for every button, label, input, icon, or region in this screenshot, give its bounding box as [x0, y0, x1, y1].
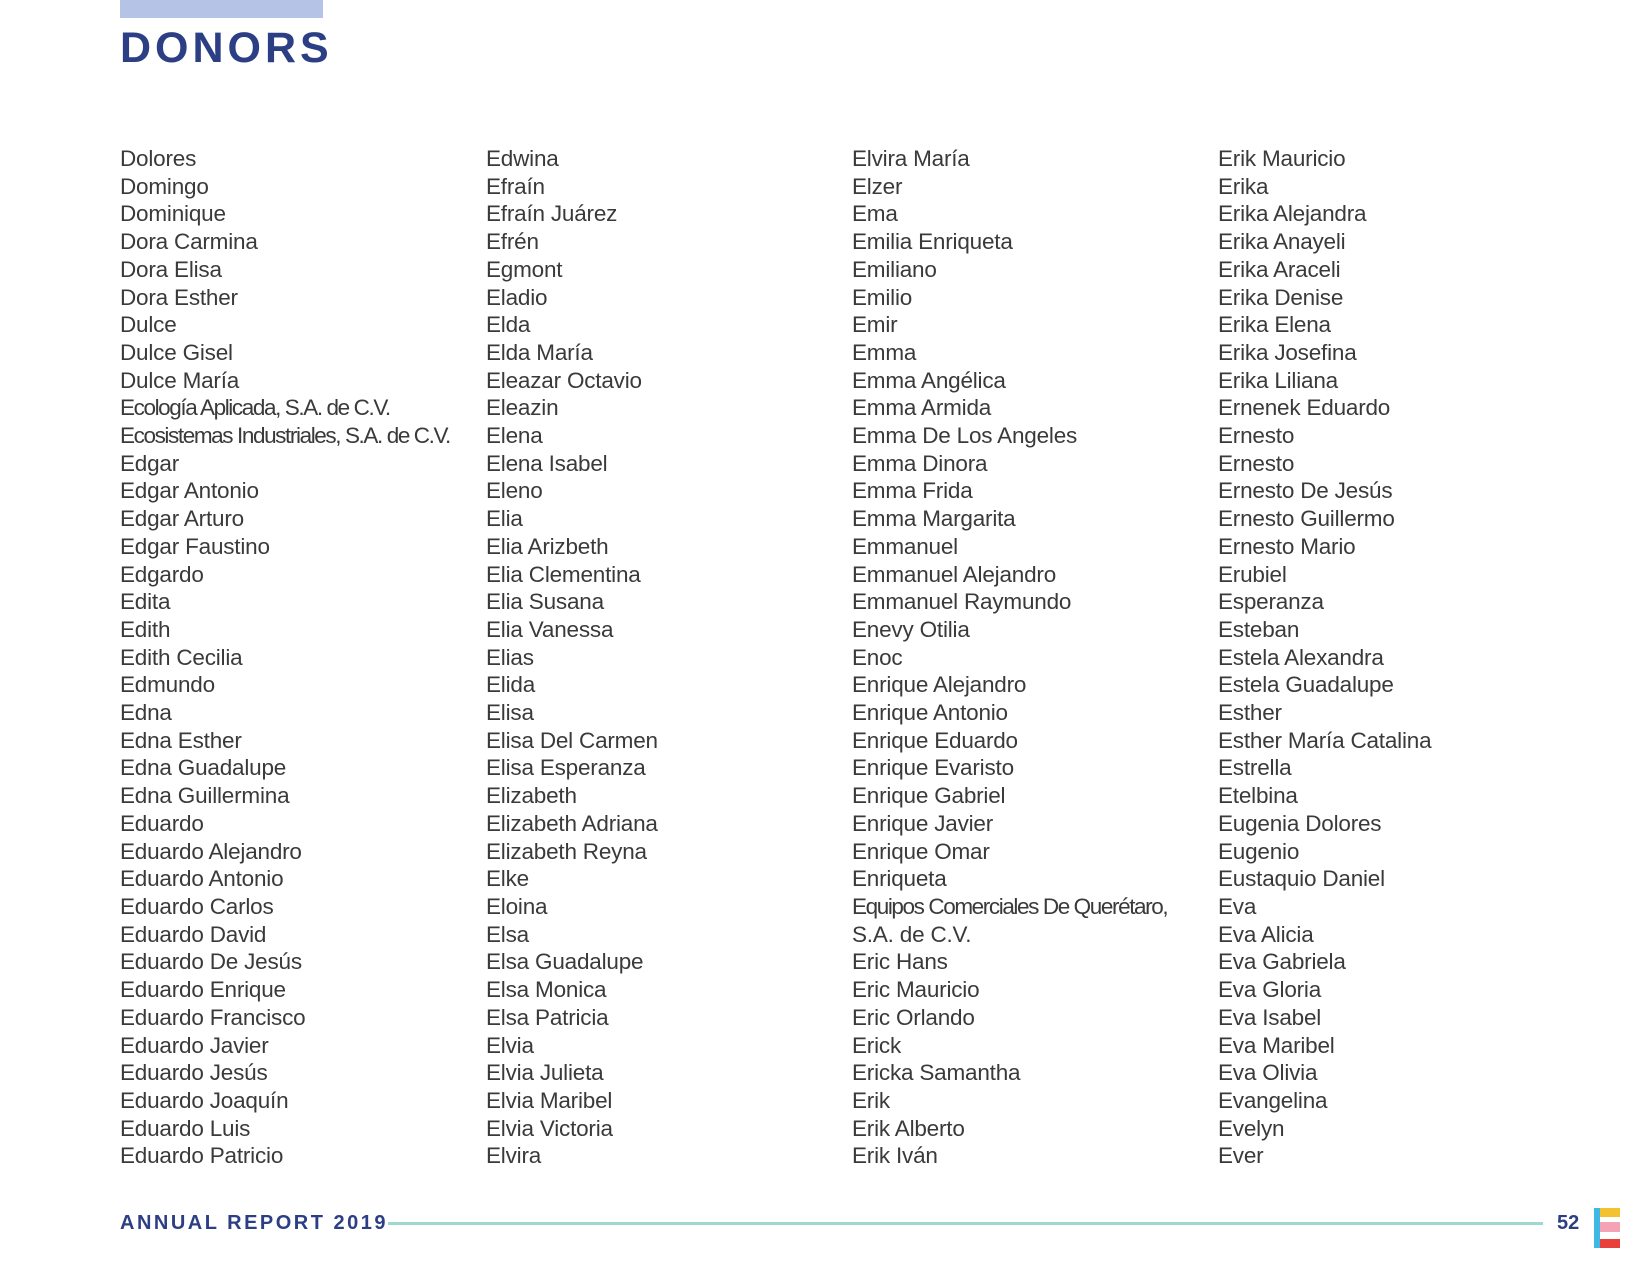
logo-bar-middle — [1600, 1222, 1620, 1232]
donor-name: Eduardo Francisco — [120, 1004, 306, 1030]
donor-name: Eva Maribel — [1218, 1032, 1335, 1058]
report-label: ANNUAL REPORT 2019 — [120, 1212, 389, 1234]
donor-name: Efraín Juárez — [486, 201, 618, 227]
donor-name: Erik Iván — [852, 1143, 938, 1169]
donor-name: Erik Mauricio — [1218, 146, 1346, 171]
donor-name: Eva Isabel — [1218, 1004, 1322, 1030]
donor-name: Edmundo — [120, 672, 215, 698]
donor-name: Efrén — [486, 229, 539, 255]
donor-name: Edna Guillermina — [120, 783, 290, 809]
donor-name: Eduardo Alejandro — [120, 838, 302, 864]
donor-name: Eric Mauricio — [852, 977, 980, 1003]
donor-name: Enrique Evaristo — [852, 755, 1014, 781]
donor-name: Emmanuel Raymundo — [852, 589, 1072, 615]
donor-name: Emmanuel — [852, 533, 958, 559]
donor-name: Esperanza — [1218, 589, 1324, 615]
donor-column-1 — [120, 145, 480, 1170]
donor-name: Edgar — [120, 450, 180, 476]
donor-name: Erika Anayeli — [1218, 229, 1346, 255]
donor-name: Estela Guadalupe — [1218, 672, 1394, 698]
donor-name: Emilia Enriqueta — [852, 229, 1013, 255]
donor-name: Enrique Eduardo — [852, 727, 1018, 753]
donor-name: Elsa Guadalupe — [486, 949, 644, 975]
donor-name: Enevy Otilia — [852, 616, 970, 642]
donor-name: Elvia — [486, 1032, 534, 1058]
donor-name: Elizabeth — [486, 783, 577, 809]
donor-name: Emma Frida — [852, 478, 973, 504]
donor-name: Elke — [486, 866, 529, 892]
footer-divider — [388, 1222, 1543, 1225]
donor-name: Erika Araceli — [1218, 256, 1341, 282]
donor-name: Eduardo Jesús — [120, 1060, 268, 1086]
donor-name: Edna — [120, 700, 172, 726]
page-title: DONORS — [120, 24, 333, 72]
page-footer — [120, 1208, 1585, 1238]
donor-name: Equipos Comerciales De Querétaro, — [852, 893, 1168, 919]
donor-name: Elvira — [486, 1143, 542, 1169]
donor-name: Dora Esther — [120, 284, 238, 310]
logo-stem — [1594, 1208, 1600, 1248]
donor-name: Eladio — [486, 284, 548, 310]
donor-name: Eloina — [486, 893, 548, 919]
donor-name: Enrique Omar — [852, 838, 990, 864]
donor-name: Elia Vanessa — [486, 616, 614, 642]
donor-name: Eugenia Dolores — [1218, 810, 1382, 836]
logo-bar-bottom — [1600, 1239, 1620, 1248]
donor-name: Emiliano — [852, 256, 937, 282]
donor-name: Eva — [1218, 893, 1257, 919]
donor-name: Edgar Arturo — [120, 506, 244, 532]
donor-name: Elizabeth Reyna — [486, 838, 647, 864]
donor-name: Elia Arizbeth — [486, 533, 609, 559]
donor-name: Ernesto Mario — [1218, 533, 1356, 559]
title-accent-bar — [120, 0, 323, 18]
donor-name: Emir — [852, 312, 898, 338]
donor-name: Dulce María — [120, 367, 240, 393]
donor-name: Elisa Del Carmen — [486, 727, 658, 753]
donor-name: Elisa — [486, 700, 534, 726]
donor-name: Elia Clementina — [486, 561, 641, 587]
donor-name: Elsa — [486, 921, 529, 947]
donor-name: Esther — [1218, 700, 1282, 726]
donor-name: Elias — [486, 644, 534, 670]
donor-name: Eduardo Luis — [120, 1115, 251, 1141]
donor-name: Elia — [486, 506, 523, 532]
donor-name: Efraín — [486, 173, 545, 199]
donor-name: Erick — [852, 1032, 901, 1058]
donor-name: Eduardo De Jesús — [120, 949, 302, 975]
donor-name: Edwina — [486, 146, 559, 171]
donor-name: Eva Gabriela — [1218, 949, 1346, 975]
donor-name: Erik — [852, 1087, 890, 1113]
donor-name: Elvia Victoria — [486, 1115, 613, 1141]
donor-name: Ernesto De Jesús — [1218, 478, 1393, 504]
donor-name: S.A. de C.V. — [852, 921, 972, 947]
donor-name: Esther María Catalina — [1218, 727, 1432, 753]
donor-column-4 — [1218, 145, 1578, 1170]
donor-name: Dora Carmina — [120, 229, 258, 255]
donor-name: Emilio — [852, 284, 913, 310]
donor-list — [120, 145, 1520, 1175]
donor-name: Erika Alejandra — [1218, 201, 1367, 227]
donor-name: Edgardo — [120, 561, 204, 587]
donor-name: Eleazin — [486, 395, 559, 421]
donor-name: Elida — [486, 672, 536, 698]
donor-name: Ecosistemas Industriales, S.A. de C.V. — [120, 423, 450, 449]
donor-name: Etelbina — [1218, 783, 1298, 809]
donor-name: Edgar Faustino — [120, 533, 270, 559]
donor-name: Eugenio — [1218, 838, 1300, 864]
donor-name: Emmanuel Alejandro — [852, 561, 1057, 587]
donor-name: Enrique Gabriel — [852, 783, 1006, 809]
donor-name: Eduardo Carlos — [120, 893, 274, 919]
donor-name: Eduardo Javier — [120, 1032, 269, 1058]
donor-name: Eric Hans — [852, 949, 948, 975]
donor-name: Enrique Alejandro — [852, 672, 1027, 698]
donor-name: Eduardo Antonio — [120, 866, 284, 892]
donor-name: Ernesto — [1218, 450, 1295, 476]
donor-name: Ernenek Eduardo — [1218, 395, 1391, 421]
brand-logo-icon — [1594, 1208, 1620, 1248]
donor-name: Elsa Patricia — [486, 1004, 609, 1030]
donor-name: Erik Alberto — [852, 1115, 965, 1141]
donor-name: Ernesto — [1218, 423, 1295, 449]
donor-name: Eduardo — [120, 810, 204, 836]
donor-name: Erika Liliana — [1218, 367, 1338, 393]
donor-name: Edita — [120, 589, 171, 615]
donor-name: Ernesto Guillermo — [1218, 506, 1395, 532]
donor-name: Elvia Maribel — [486, 1087, 613, 1113]
donor-name: Erika — [1218, 173, 1269, 199]
donor-name: Edna Guadalupe — [120, 755, 287, 781]
donor-name: Elia Susana — [486, 589, 604, 615]
donor-name: Emma De Los Angeles — [852, 423, 1078, 449]
donor-name: Erika Denise — [1218, 284, 1344, 310]
donor-name: Egmont — [486, 256, 563, 282]
donor-name: Emma Armida — [852, 395, 992, 421]
donor-name: Emma Margarita — [852, 506, 1016, 532]
donor-name: Elzer — [852, 173, 903, 199]
donor-name: Evelyn — [1218, 1115, 1285, 1141]
donor-name: Dominique — [120, 201, 226, 227]
donor-name: Eduardo Enrique — [120, 977, 286, 1003]
donor-name: Evangelina — [1218, 1087, 1328, 1113]
donor-name: Enrique Javier — [852, 810, 994, 836]
donor-name: Dolores — [120, 146, 197, 171]
donor-name: Eustaquio Daniel — [1218, 866, 1385, 892]
donor-name: Ericka Samantha — [852, 1060, 1021, 1086]
donor-name: Eleazar Octavio — [486, 367, 642, 393]
donor-name: Domingo — [120, 173, 209, 199]
donor-name: Elda — [486, 312, 531, 338]
donor-name: Estela Alexandra — [1218, 644, 1384, 670]
donor-name: Erika Josefina — [1218, 339, 1357, 365]
donor-name: Elsa Monica — [486, 977, 607, 1003]
donor-name: Elvira María — [852, 146, 970, 171]
donor-name: Ema — [852, 201, 898, 227]
donor-name: Elisa Esperanza — [486, 755, 646, 781]
donor-name: Eric Orlando — [852, 1004, 975, 1030]
donor-name: Enoc — [852, 644, 903, 670]
donor-name: Dulce Gisel — [120, 339, 233, 365]
donor-name: Elizabeth Adriana — [486, 810, 658, 836]
donor-name: Emma Angélica — [852, 367, 1006, 393]
donor-name: Eduardo Joaquín — [120, 1087, 289, 1113]
donor-name: Esteban — [1218, 616, 1300, 642]
donor-name: Edith — [120, 616, 171, 642]
donor-name: Ecología Aplicada, S.A. de C.V. — [120, 395, 390, 421]
logo-bar-top — [1600, 1208, 1620, 1217]
donor-name: Emma — [852, 339, 917, 365]
donor-name: Elvia Julieta — [486, 1060, 604, 1086]
donor-name: Erubiel — [1218, 561, 1287, 587]
donor-name: Elena Isabel — [486, 450, 608, 476]
donor-name: Edgar Antonio — [120, 478, 259, 504]
donor-name: Ever — [1218, 1143, 1264, 1169]
donor-name: Edith Cecilia — [120, 644, 243, 670]
donor-column-3 — [852, 145, 1212, 1170]
page-number: 52 — [1557, 1212, 1580, 1234]
donor-name: Edna Esther — [120, 727, 242, 753]
donor-name: Eduardo Patricio — [120, 1143, 284, 1169]
donor-name: Elda María — [486, 339, 593, 365]
donor-name: Enrique Antonio — [852, 700, 1008, 726]
donor-name: Dora Elisa — [120, 256, 222, 282]
donor-name: Elena — [486, 423, 543, 449]
donor-name: Eva Olivia — [1218, 1060, 1318, 1086]
donor-name: Dulce — [120, 312, 177, 338]
donor-name: Eva Alicia — [1218, 921, 1314, 947]
donor-name: Enriqueta — [852, 866, 947, 892]
donor-name: Erika Elena — [1218, 312, 1331, 338]
donor-name: Emma Dinora — [852, 450, 988, 476]
donor-name: Estrella — [1218, 755, 1292, 781]
donor-column-2 — [486, 145, 846, 1170]
donor-name: Eva Gloria — [1218, 977, 1322, 1003]
donor-name: Eduardo David — [120, 921, 267, 947]
donor-name: Eleno — [486, 478, 543, 504]
